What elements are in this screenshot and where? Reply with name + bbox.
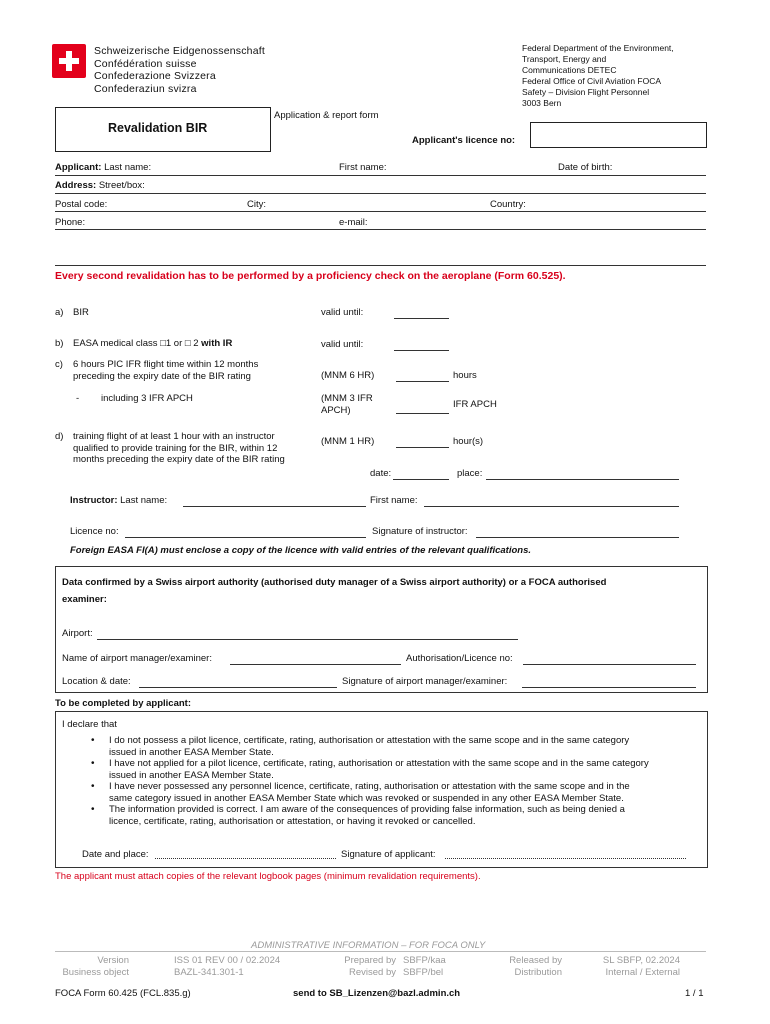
req-d-hours-field[interactable] bbox=[396, 447, 449, 448]
req-c-min: (MNM 6 HR) bbox=[321, 370, 375, 381]
admin-values-col1: ISS 01 REV 00 / 02.2024 BAZL-341.301-1 bbox=[174, 955, 281, 978]
admin-labels-col1: Version Business object bbox=[62, 955, 129, 978]
confirmation-box bbox=[55, 566, 708, 693]
req-c-sub-min: (MNM 3 IFR APCH) bbox=[321, 393, 373, 416]
admin-labels-col3: Released by Distribution bbox=[509, 955, 562, 978]
confederation-names: Schweizerische Eidgenossenschaft Confédération suisse Confederazione Svizzera Confederaziun svizra bbox=[94, 45, 265, 95]
foreign-fi-note: Foreign EASA FI(A) must enclose a copy of the licence with valid entries of the relevant qualifications. bbox=[70, 545, 532, 556]
req-d-text: training flight of at least 1 hour with an instructor qualified to provide training for the BIR, within 12 months preceding the expiry date of the BIR rating bbox=[73, 431, 285, 465]
postal-code-label: Postal code: bbox=[55, 199, 108, 210]
instructor-first-name-field[interactable] bbox=[424, 506, 679, 507]
instructor-signature-field[interactable] bbox=[476, 537, 679, 538]
admin-labels-col2: Prepared by Revised by bbox=[344, 955, 396, 978]
manager-name-label: Name of airport manager/examiner: bbox=[62, 653, 212, 664]
declaration-bullet bbox=[91, 804, 97, 815]
req-c-apch-field[interactable] bbox=[396, 413, 449, 414]
req-b-letter: b) bbox=[55, 338, 64, 349]
section-divider bbox=[55, 265, 706, 266]
instructor-first-name-label: First name: bbox=[370, 495, 418, 506]
airport-label: Airport: bbox=[62, 628, 93, 639]
location-date-label: Location & date: bbox=[62, 676, 131, 687]
applicant-date-place-label: Date and place: bbox=[82, 849, 149, 860]
req-b-valid-field[interactable] bbox=[394, 350, 449, 351]
req-c-sub-dash: - bbox=[76, 393, 80, 404]
declaration-intro: I declare that bbox=[62, 719, 117, 730]
location-date-field[interactable] bbox=[139, 687, 337, 688]
phone-label: Phone: bbox=[55, 217, 86, 228]
req-d-place-field[interactable] bbox=[486, 479, 679, 480]
req-c-unit: hours bbox=[453, 370, 477, 381]
country-label: Country: bbox=[490, 199, 526, 210]
req-a-letter: a) bbox=[55, 307, 64, 318]
first-name-label: First name: bbox=[339, 162, 387, 173]
address-line[interactable] bbox=[55, 193, 706, 194]
req-c-sub-unit: IFR APCH bbox=[453, 399, 497, 410]
declaration-item: The information provided is correct. I am aware of the consequences of providing false information, such as being denied a licence, certificate, rating, authorisation or attestation, or having it revoked or cancelled. bbox=[109, 804, 625, 827]
page-number: 1 / 1 bbox=[685, 988, 704, 999]
declaration-item: I have not applied for a pilot licence, certificate, rating, authorisation or attestation with the same scope and in the same category issued in another EASA Member State. bbox=[109, 758, 649, 781]
req-c-sub-text: including 3 IFR APCH bbox=[101, 393, 193, 404]
manager-signature-label: Signature of airport manager/examiner: bbox=[342, 676, 508, 687]
manager-name-field[interactable] bbox=[230, 664, 401, 665]
send-to-address[interactable]: send to SB_Lizenzen@bazl.admin.ch bbox=[293, 988, 461, 999]
req-d-place-label: place: bbox=[457, 468, 483, 479]
address-row: Address: Street/box: bbox=[55, 180, 145, 191]
req-a-text: BIR bbox=[73, 307, 89, 318]
req-a-valid-label: valid until: bbox=[321, 307, 364, 318]
req-b-text: EASA medical class □1 or □ 2 with IR bbox=[73, 338, 233, 349]
applicant-date-place-field[interactable] bbox=[155, 858, 336, 859]
req-b-valid-label: valid until: bbox=[321, 339, 364, 350]
title-box bbox=[55, 107, 271, 152]
phone-line[interactable] bbox=[55, 229, 706, 230]
applicant-line[interactable] bbox=[55, 175, 706, 176]
instructor-signature-label: Signature of instructor: bbox=[372, 526, 468, 537]
admin-rule bbox=[55, 951, 706, 952]
admin-values-col3: SL SBFP, 02.2024 Internal / External bbox=[602, 955, 680, 978]
licence-no-label: Applicant's licence no: bbox=[412, 135, 516, 146]
instructor-licence-field[interactable] bbox=[125, 537, 366, 538]
confirmation-title: Data confirmed by a Swiss airport authority (authorised duty manager of a Swiss airport authority) or a FOCA authorised examiner: bbox=[62, 577, 607, 605]
instructor-licence-label: Licence no: bbox=[70, 526, 119, 537]
declaration-bullet bbox=[91, 735, 97, 746]
form-subtitle: Application & report form bbox=[274, 110, 379, 121]
department-address: Federal Department of the Environment, Transport, Energy and Communications DETEC Federal Office of Civil Aviation FOCA Safety – Division Flight Personnel 3003 Bern bbox=[522, 43, 674, 108]
declaration-item: I do not possess a pilot licence, certificate, rating, authorisation or attestation with the same scope and in the same category issued in another EASA Member State. bbox=[109, 735, 630, 758]
req-d-date-label: date: bbox=[370, 468, 392, 479]
req-c-hours-field[interactable] bbox=[396, 381, 449, 382]
postal-line[interactable] bbox=[55, 211, 706, 212]
admin-heading: ADMINISTRATIVE INFORMATION – FOR FOCA ONLY bbox=[251, 940, 486, 951]
applicant-row: Applicant: Last name: bbox=[55, 162, 152, 173]
req-d-min: (MNM 1 HR) bbox=[321, 436, 375, 447]
declaration-item: I have never possessed any personnel licence, certificate, rating, authorisation or attestation with the same scope and in the same category issued in another EASA Member State which was revoked or suspended in any other EASA Member State. bbox=[109, 781, 630, 804]
applicant-signature-field[interactable] bbox=[445, 858, 686, 859]
admin-values-col2: SBFP/kaa SBFP/bel bbox=[403, 955, 446, 978]
instructor-last-name-field[interactable] bbox=[183, 506, 366, 507]
swiss-cross-icon bbox=[52, 44, 86, 78]
req-c-letter: c) bbox=[55, 359, 63, 370]
dob-label: Date of birth: bbox=[558, 162, 613, 173]
req-a-valid-field[interactable] bbox=[394, 318, 449, 319]
authorisation-label: Authorisation/Licence no: bbox=[406, 653, 513, 664]
page-title: Revalidation BIR bbox=[108, 121, 208, 135]
manager-signature-field[interactable] bbox=[522, 687, 696, 688]
declaration-heading: To be completed by applicant: bbox=[55, 698, 192, 709]
form-id: FOCA Form 60.425 (FCL.835.g) bbox=[55, 988, 191, 999]
req-d-unit: hour(s) bbox=[453, 436, 484, 447]
email-label: e-mail: bbox=[339, 217, 368, 228]
authorisation-field[interactable] bbox=[523, 664, 696, 665]
city-label: City: bbox=[247, 199, 266, 210]
instructor-row: Instructor: Last name: bbox=[70, 495, 168, 506]
declaration-bullet bbox=[91, 758, 97, 769]
airport-field[interactable] bbox=[97, 639, 518, 640]
logbook-note: The applicant must attach copies of the relevant logbook pages (minimum revalidation requirements). bbox=[55, 871, 481, 882]
licence-no-field[interactable] bbox=[530, 122, 707, 148]
declaration-bullet bbox=[91, 781, 97, 792]
req-c-text: 6 hours PIC IFR flight time within 12 months preceding the expiry date of the BIR rating bbox=[73, 359, 259, 382]
req-d-date-field[interactable] bbox=[393, 479, 449, 480]
applicant-signature-label: Signature of applicant: bbox=[341, 849, 436, 860]
req-d-letter: d) bbox=[55, 431, 64, 442]
proficiency-notice: Every second revalidation has to be performed by a proficiency check on the aeroplane (Form 60.525). bbox=[55, 270, 566, 282]
